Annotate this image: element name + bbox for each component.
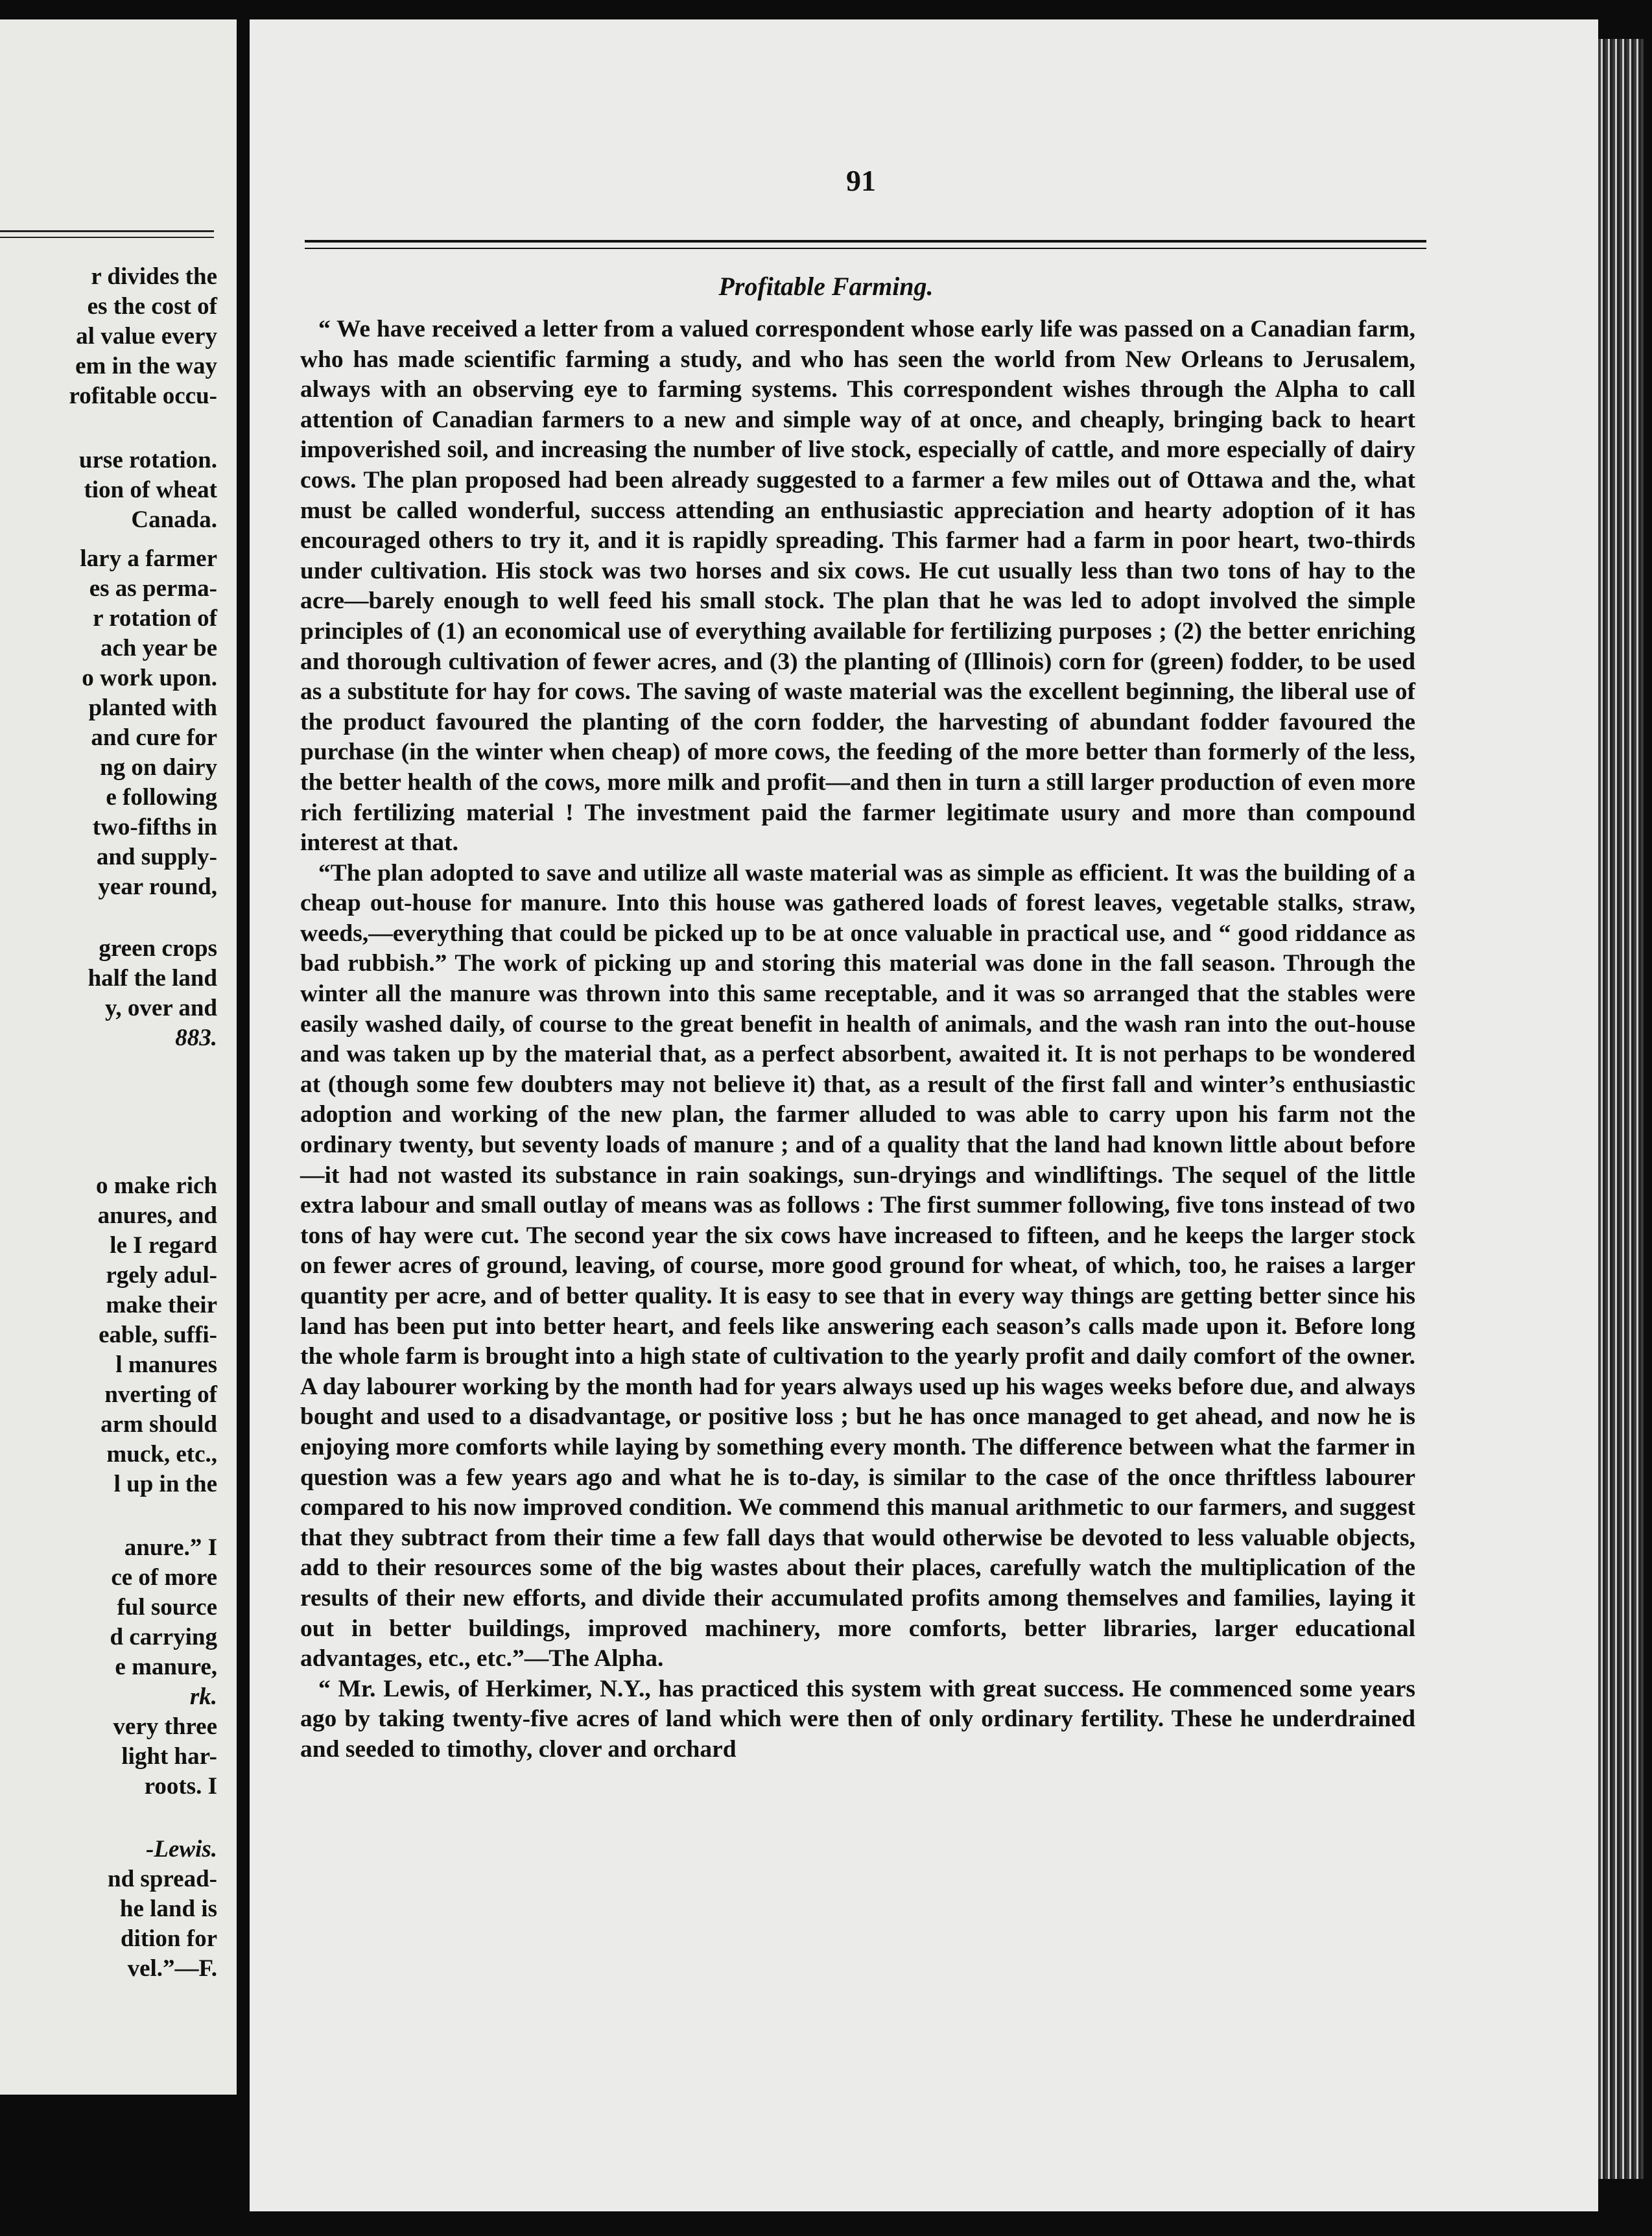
left-page-line: eable, suffi- (99, 1322, 217, 1348)
left-page-line: es the cost of (87, 293, 217, 320)
left-page-line: rgely adul- (106, 1262, 217, 1289)
left-page-line: e manure, (115, 1654, 217, 1680)
left-page-line: Canada. (131, 506, 217, 533)
left-page-line: planted with (88, 695, 217, 721)
left-page-line: urse rotation. (78, 447, 217, 473)
left-page-line: d carrying (110, 1624, 217, 1650)
header-rule-thin (305, 248, 1426, 249)
left-page-line: nd spread- (108, 1866, 217, 1892)
left-page-line: rk. (189, 1683, 217, 1710)
left-page-line: 883. (175, 1025, 217, 1051)
left-page-line: two-fifths in (92, 814, 217, 840)
header-rule (305, 240, 1426, 243)
left-page-line: r rotation of (93, 605, 217, 632)
left-page-line: ach year be (100, 635, 217, 661)
left-page-line: anure.” I (124, 1534, 217, 1561)
page-edges (1598, 39, 1644, 2179)
left-page-line: ce of more (111, 1564, 217, 1591)
left-page-line: arm should (100, 1411, 217, 1438)
left-page-line: light har- (121, 1743, 217, 1770)
left-page-line: and supply- (96, 844, 217, 870)
left-page-line: very three (113, 1713, 217, 1740)
left-header-rule-thin (0, 237, 214, 238)
left-page-line: l up in the (113, 1471, 217, 1497)
left-page-line: dition for (120, 1925, 217, 1952)
left-page-line: and cure for (91, 724, 217, 751)
left-page-line: rofitable occu- (69, 383, 217, 409)
paragraph-3: “ Mr. Lewis, of Herkimer, N.Y., has practiced this system with great success. He commenced some years ago by taking twenty-five acres of land which were then of only ordinary fertility. These he underdrained and seeded to timothy, clover and orchard (300, 1675, 1415, 1763)
left-page-line: em in the way (75, 353, 217, 379)
left-page-line: roots. I (144, 1773, 217, 1800)
left-page-line: y, over and (104, 995, 217, 1021)
left-page-line: half the land (88, 965, 217, 992)
left-page-line: nverting of (104, 1381, 217, 1408)
left-page-line: le I regard (110, 1232, 217, 1259)
left-page-line: ng on dairy (100, 754, 217, 781)
left-page-line: anures, and (97, 1202, 217, 1229)
left-page-line: o work upon. (82, 665, 217, 691)
left-page-line: -Lewis. (146, 1836, 217, 1862)
left-page-line: green crops (99, 935, 217, 962)
left-page-line: es as perma- (89, 575, 217, 602)
paragraph-2: “The plan adopted to save and utilize all waste material was as simple as efficient. It was the building of a cheap out-house for manure. Into this house was gathered loads of forest leaves, vegetable stalks, straw, weeds,—everything that could be picked up to be at once valuable in practical use, and “ good riddance as bad rubbish.” The work of picking up and storing this material was done in the fall season. Through the winter all the manure was thrown into this same receptable, and it was so arranged that the stables were easily washed daily, of course to the great benefit in health of animals, and the wash ran into the out-house and was taken up by the material that, as a perfect absorbent, awaited it. It is not perhaps to be wondered at (though some few doubters may not believe it) that, as a result of the first fall and winter’s enthusiastic adoption and working of the new plan, the farmer alluded to was able to carry upon his farm not the ordinary twenty, but seventy loads of manure ; and of a quality that the land had known little about before—it had not wasted its substance in rain soakings, sun-dryings and windliftings. The sequel of the little extra labour and small outlay of means was as follows : The first summer following, five tons instead of two tons of hay were cut. The second year the six cows have increased to fifteen, and he keeps the larger stock on fewer acres of ground, leaving, of course, more good ground for wheat, of which, too, he raises a larger quantity per acre, and of better quality. It is easy to see that in every way things are getting better since his land has been put into better heart, and feels like answering each season’s calls made upon it. Before long the whole farm is brought into a high state of cultivation to the yearly profit and daily comfort of the owner. A day labourer working by the month had for years always used up his wages weeks before due, and always bought and used to a disadvantage, or positive loss ; but he has once managed to get ahead, and now he is enjoying more comforts while laying by something every month. The difference between what the farmer in question was a few years ago and what he is to-day, is similar to the case of the once thriftless labourer compared to his now improved condition. We commend this manual arithmetic to our farmers, and suggest that they subtract from their time a few fall days that would otherwise be devoted to less valuable objects, add to their resources some of the big wastes about their places, carefully watch the multiplication of the results of their new efforts, and divide their accumulated profits among themselves and families, laying it out in better buildings, improved machinery, more comforts, better libraries, larger educational advantages, etc., etc.”—The Alpha. (300, 859, 1415, 1672)
left-page-line: tion of wheat (84, 477, 217, 503)
page-number: 91 (846, 164, 876, 197)
left-page-line: r divides the (91, 263, 217, 290)
left-page-line: year round, (98, 874, 217, 900)
left-header-rule (0, 230, 214, 232)
article-title: Profitable Farming. (718, 272, 934, 301)
left-page (0, 19, 237, 2095)
left-page-line: ful source (117, 1594, 217, 1621)
left-page-line: make their (106, 1292, 217, 1318)
article-body (300, 315, 1415, 1765)
left-page-line: he land is (119, 1896, 217, 1922)
left-page-line: al value every (76, 323, 217, 350)
paragraph-1: “ We have received a letter from a valued correspondent whose early life was passed on a Canadian farm, who has made scientific farming a study, and who has seen the world from New Orleans to Jerusalem, always with an observing eye to farming systems. This correspondent wishes through the Alpha to call attention of Canadian farmers to a new and simple way of at once, and cheaply, bringing back to heart impoverished soil, and increasing the number of live stock, especially of cattle, and more especially of dairy cows. The plan proposed had been already suggested to a farmer a few miles out of Ottawa and the, what must be called wonderful, success attending an enthusiastic appreciation and hearty adoption of it has encouraged others to try it, and it is rapidly spreading. This farmer had a farm in poor heart, two-thirds under cultivation. His stock was two horses and six cows. He cut usually less than two tons of hay to the acre—barely enough to well feed his small stock. The plan that he was led to adopt involved the simple principles of (1) an economical use of everything available for fertilizing purposes ; (2) the better enriching and thorough cultivation of fewer acres, and (3) the planting of (Illinois) corn for (green) fodder, to be used as a substitute for hay for cows. The saving of waste material was the excellent beginning, the liberal use of the product favoured the planting of the corn fodder, the harvesting of abundant fodder favoured the purchase (in the winter when cheap) of more cows, the feeding of the more better than formerly of the less, the better health of the cows, more milk and profit—and then in turn a still larger production of even more rich fertilizing material ! The investment paid the farmer legitimate usury and more than compound interest at that. (300, 316, 1415, 857)
left-page-line: vel.”—F. (127, 1955, 217, 1982)
left-page-line: o make rich (95, 1172, 217, 1199)
left-page-line: muck, etc., (106, 1441, 217, 1468)
left-page-line: l manures (115, 1351, 217, 1378)
left-page-line: lary a farmer (80, 545, 217, 572)
left-page-line: e following (106, 784, 217, 811)
